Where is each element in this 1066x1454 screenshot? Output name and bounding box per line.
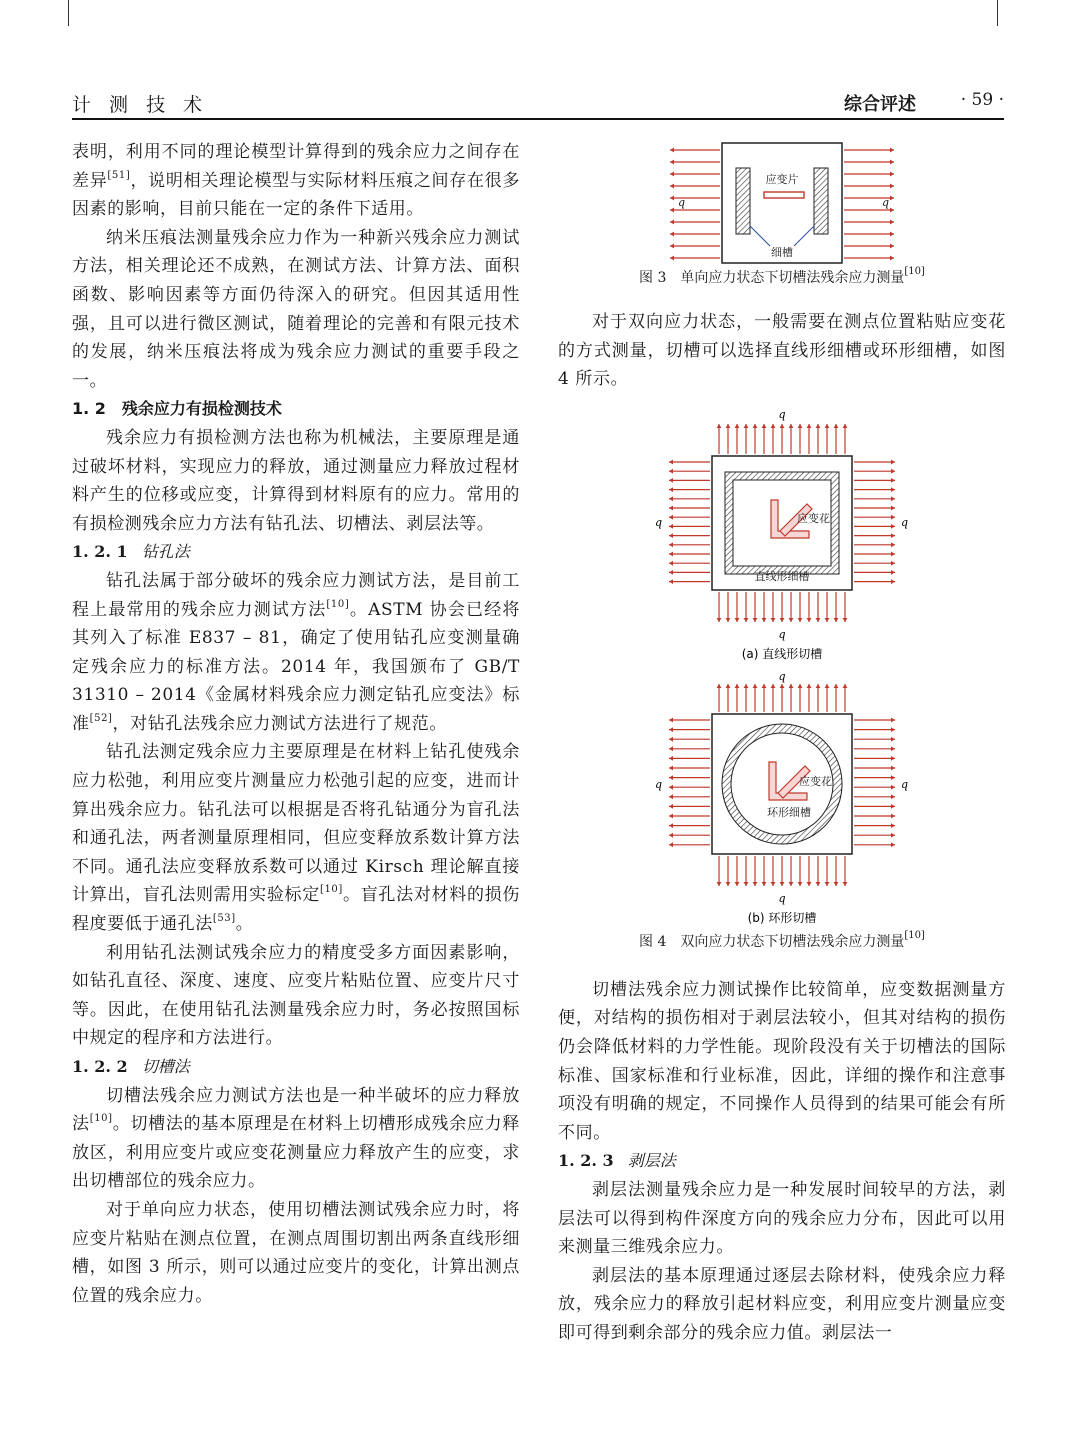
arrow-head	[669, 813, 673, 818]
arrow-head	[726, 618, 731, 622]
citation: [10]	[904, 929, 925, 941]
crop-mark-left	[28, 0, 69, 26]
arrow-head	[807, 618, 812, 622]
arrow-head	[891, 833, 895, 838]
journal-title: 计 测 技 术	[72, 94, 209, 116]
figure-4b-diagram	[647, 672, 917, 932]
slot-right	[814, 168, 828, 234]
citation: [10]	[319, 884, 343, 896]
load-label-right: q	[882, 196, 890, 209]
right-column	[558, 138, 1006, 1348]
paragraph: 切槽法残余应力测试操作比较简单，应变数据测量方便，对结构的损伤相对于剥层法较小，但其对结构的损伤仍会降低材料的力学性能。现阶段没有关于切槽法的国际标准、国家标准和行业标准，因此，详细的操作和注意事项没有明确的规定，不同操作人员得到的结果可能会有所不同。	[558, 979, 1006, 1143]
arrow-head	[762, 882, 767, 886]
arrow-head	[891, 570, 895, 575]
arrow-head	[735, 424, 740, 428]
arrow-head	[891, 794, 895, 799]
arrow-head	[669, 487, 673, 492]
arrow-head	[669, 717, 673, 722]
arrow-head	[890, 244, 894, 249]
slot-label: 直线形细槽	[754, 569, 810, 583]
arrow-head	[670, 172, 674, 177]
load-label-left: q	[655, 515, 663, 529]
arrow-head	[744, 882, 749, 886]
arrow-head	[890, 220, 894, 225]
paragraph: 钻孔法属于部分破坏的残余应力测试方法，是目前工程上最常用的残余应力测试方法[10]。ASTM 协会已经将其列入了标准 E837 – 81，确定了使用钻孔应变测量确定残余应力的标准方法。2014 年，我国颁布了 GB/T 31310 – 2014《金属材料残余应力测定钻孔应变法》标准[52]，对钻孔法残余应力测试方法进行了规范。	[72, 570, 520, 734]
paragraph: 剥层法的基本原理通过逐层去除材料，使残余应力释放，残余应力的释放引起材料应变，利用应变片测量应变即可得到剩余部分的残余应力值。剥层法一	[558, 1265, 1006, 1343]
arrow-head	[670, 220, 674, 225]
arrow-head	[744, 618, 749, 622]
subsection-heading: 1. 2. 3 剥层法	[558, 1151, 676, 1171]
arrow-head	[753, 882, 758, 886]
arrow-head	[891, 765, 895, 770]
arrow-head	[717, 882, 722, 886]
arrow-head	[891, 487, 895, 492]
arrow-head	[669, 842, 673, 847]
rosette-label: 应变花	[797, 511, 830, 525]
paragraph: 剥层法测量残余应力是一种发展时间较早的方法，剥层法可以得到构件深度方向的残余应力分布，因此可以用来测量三维残余应力。	[558, 1179, 1006, 1258]
arrow-head	[891, 579, 895, 584]
arrow-head	[669, 505, 673, 510]
header-rule	[72, 118, 1004, 120]
arrow-head	[762, 424, 767, 428]
arrow-head	[753, 684, 758, 688]
arrow-head	[735, 882, 740, 886]
arrow-head	[798, 882, 803, 886]
arrow-head	[891, 459, 895, 464]
load-label-left: q	[678, 196, 686, 209]
arrow-head	[891, 717, 895, 722]
paragraph: 利用钻孔法测试残余应力的精度受多方面因素影响，如钻孔直径、深度、速度、应变片粘贴位置、应变片尺寸等。因此，在使用钻孔法测量残余应力时，务必按照国标中规定的程序和方法进行。	[72, 942, 520, 1049]
arrow-head	[789, 424, 794, 428]
arrow-head	[669, 515, 673, 520]
arrow-head	[669, 561, 673, 566]
arrow-head	[825, 882, 830, 886]
stress-arrows-bottom	[717, 856, 848, 886]
arrow-head	[891, 515, 895, 520]
arrow-head	[891, 551, 895, 556]
arrow-head	[890, 256, 894, 261]
arrow-head	[762, 618, 767, 622]
arrow-head	[669, 823, 673, 828]
arrow-head	[669, 579, 673, 584]
gauge-label: 应变片	[765, 173, 799, 186]
arrow-head	[669, 804, 673, 809]
arrow-head	[669, 765, 673, 770]
arrow-head	[753, 424, 758, 428]
arrow-head	[669, 737, 673, 742]
stress-arrows-top	[717, 424, 848, 454]
paragraph: 对于单向应力状态，使用切槽法测试残余应力时，将应变片粘贴在测点位置，在测点周围切割出两条直线形细槽，如图 3 所示，则可以通过应变片的变化，计算出测点位置的残余应力。	[72, 1199, 520, 1306]
arrow-head	[807, 684, 812, 688]
crop-mark-right	[997, 0, 1038, 26]
citation: [51]	[107, 169, 131, 181]
arrow-head	[771, 882, 776, 886]
arrow-head	[670, 244, 674, 249]
page-header	[72, 88, 1004, 118]
citation: [53]	[212, 913, 236, 925]
arrow-head	[789, 618, 794, 622]
arrow-head	[717, 618, 722, 622]
arrow-head	[780, 882, 785, 886]
arrow-head	[669, 833, 673, 838]
arrow-head	[670, 232, 674, 237]
paragraph: 表明，利用不同的理论模型计算得到的残余应力之间存在差异[51]，说明相关理论模型与实际材料压痕之间存在很多因素的影响，目前只能在一定的条件下适用。	[72, 142, 520, 220]
paragraph: 残余应力有损检测方法也称为机械法，主要原理是通过破坏材料，实现应力的释放，通过测量应力释放过程材料产生的位移或应变，计算得到材料原有的应力。常用的有损检测残余应力方法有钻孔法、切槽法、剥层法等。	[72, 427, 520, 534]
arrow-head	[816, 618, 821, 622]
arrow-head	[825, 618, 830, 622]
arrow-head	[891, 496, 895, 501]
arrow-head	[890, 172, 894, 177]
arrow-head	[670, 160, 674, 165]
arrow-head	[726, 684, 731, 688]
arrow-head	[890, 160, 894, 165]
arrow-head	[780, 618, 785, 622]
arrow-head	[670, 256, 674, 261]
arrow-head	[780, 424, 785, 428]
arrow-head	[816, 424, 821, 428]
arrow-head	[762, 684, 767, 688]
arrow-head	[843, 684, 848, 688]
arrow-head	[798, 424, 803, 428]
arrow-head	[669, 785, 673, 790]
stress-arrows-right	[854, 459, 895, 583]
arrow-head	[669, 794, 673, 799]
subsection-heading: 1. 2. 2 切槽法	[72, 1057, 190, 1076]
arrow-head	[807, 882, 812, 886]
arrow-head	[890, 208, 894, 213]
slot-label: 环形细槽	[767, 805, 811, 819]
arrow-head	[669, 746, 673, 751]
load-label-bottom: q	[778, 627, 786, 641]
arrow-head	[669, 459, 673, 464]
arrow-head	[891, 524, 895, 529]
arrow-head	[670, 184, 674, 189]
citation: [10]	[904, 266, 925, 277]
arrow-head	[670, 148, 674, 153]
arrow-head	[670, 196, 674, 201]
arrow-head	[744, 424, 749, 428]
slot-label: 细槽	[771, 246, 793, 259]
arrow-head	[834, 882, 839, 886]
arrow-head	[891, 737, 895, 742]
arrow-head	[735, 618, 740, 622]
citation: [52]	[89, 712, 113, 724]
figure-3	[558, 138, 1006, 288]
arrow-head	[891, 505, 895, 510]
left-column	[72, 138, 520, 1310]
paragraph: 对于双向应力状态，一般需要在测点位置粘贴应变花的方式测量，切槽可以选择直线形细槽或环形细槽，如图 4 所示。	[558, 312, 1006, 390]
arrow-head	[669, 469, 673, 474]
arrow-head	[771, 684, 776, 688]
stress-arrows-left	[669, 717, 710, 847]
figure-4-caption: 图 4 双向应力状态下切槽法残余应力测量[10]	[639, 929, 925, 950]
section-name: 综合评述	[844, 94, 916, 115]
rosette-label: 应变花	[799, 774, 832, 788]
figure-4a-diagram	[647, 408, 917, 668]
arrow-head	[816, 882, 821, 886]
arrow-head	[891, 746, 895, 751]
arrow-head	[669, 775, 673, 780]
arrow-head	[891, 478, 895, 483]
figure-3-caption: 图 3 单向应力状态下切槽法残余应力测量[10]	[639, 266, 925, 286]
arrow-head	[890, 184, 894, 189]
arrow-head	[789, 882, 794, 886]
arrow-head	[816, 684, 821, 688]
arrow-head	[669, 570, 673, 575]
arrow-head	[669, 524, 673, 529]
arrow-head	[834, 684, 839, 688]
arrow-head	[798, 618, 803, 622]
arrow-head	[890, 148, 894, 153]
figure-3-diagram	[652, 138, 912, 268]
slot-left	[736, 168, 750, 234]
arrow-head	[843, 882, 848, 886]
arrow-head	[753, 618, 758, 622]
arrow-head	[825, 424, 830, 428]
arrow-head	[669, 756, 673, 761]
paragraph: 切槽法残余应力测试方法也是一种半破坏的应力释放法[10]。切槽法的基本原理是在材料上切槽形成残余应力释放区，利用应变片或应变花测量应力释放产生的应变，求出切槽部位的残余应力。	[72, 1085, 520, 1192]
citation: [10]	[326, 598, 350, 610]
arrow-head	[891, 542, 895, 547]
arrow-head	[669, 727, 673, 732]
arrow-head	[669, 478, 673, 483]
figure-4a-subcaption: (a) 直线形切槽	[741, 646, 823, 661]
paragraph: 钻孔法测定残余应力主要原理是在材料上钻孔使残余应力松弛，利用应变片测量应力松弛引起的应变，进而计算出残余应力。钻孔法可以根据是否将孔钻通分为盲孔法和通孔法，两者测量原理相同，但应变释放系数计算方法不同。通孔法应变释放系数可以通过 Kirsch 理论解直接计算出，盲孔法则需用实验标定[10]。盲孔法对材料的损伤程度要低于通孔法[53]。	[72, 742, 520, 935]
arrow-head	[771, 424, 776, 428]
arrow-head	[807, 424, 812, 428]
page-number: · 59 ·	[960, 90, 1004, 110]
arrow-head	[717, 684, 722, 688]
arrow-head	[891, 842, 895, 847]
subsection-heading: 1. 2. 1 钻孔法	[72, 542, 190, 562]
stress-arrows-left	[669, 459, 710, 583]
arrow-head	[834, 618, 839, 622]
arrow-head	[726, 882, 731, 886]
load-label-top: q	[778, 671, 786, 683]
arrow-head	[669, 542, 673, 547]
arrow-head	[891, 727, 895, 732]
stress-arrows-right	[854, 717, 895, 847]
arrow-head	[834, 424, 839, 428]
arrow-head	[726, 424, 731, 428]
arrow-head	[891, 561, 895, 566]
stress-arrows-top	[717, 684, 848, 712]
stress-arrows-bottom	[717, 592, 848, 622]
section-heading: 1. 2 残余应力有损检测技术	[72, 399, 282, 419]
arrow-head	[890, 232, 894, 237]
arrow-head	[789, 684, 794, 688]
arrow-head	[891, 533, 895, 538]
load-label-bottom: q	[778, 891, 786, 905]
arrow-head	[670, 208, 674, 213]
arrow-head	[843, 618, 848, 622]
arrow-head	[890, 196, 894, 201]
arrow-head	[891, 823, 895, 828]
paragraph: 纳米压痕法测量残余应力作为一种新兴残余应力测试方法，相关理论还不成熟，在测试方法、计算方法、面积函数、影响因素等方面仍待深入的研究。但因其适用性强，且可以进行微区测试，随着理论的完善和有限元技术的发展，纳米压痕法将成为残余应力测试的重要手段之一。	[72, 227, 520, 391]
arrow-head	[891, 756, 895, 761]
load-label-left: q	[655, 777, 663, 791]
arrow-head	[891, 804, 895, 809]
load-label-top: q	[778, 407, 786, 421]
load-label-right: q	[901, 515, 909, 529]
citation: [10]	[89, 1113, 113, 1125]
arrow-head	[717, 424, 722, 428]
arrow-head	[825, 684, 830, 688]
arrow-head	[891, 469, 895, 474]
arrow-head	[891, 785, 895, 790]
arrow-head	[771, 618, 776, 622]
arrow-head	[891, 813, 895, 818]
arrow-head	[891, 775, 895, 780]
arrow-head	[744, 684, 749, 688]
arrow-head	[843, 424, 848, 428]
arrow-head	[780, 684, 785, 688]
figure-4	[558, 408, 1006, 952]
arrow-head	[669, 533, 673, 538]
load-label-right: q	[901, 777, 909, 791]
arrow-head	[798, 684, 803, 688]
arrow-head	[669, 551, 673, 556]
arrow-head	[669, 496, 673, 501]
figure-4b-subcaption: (b) 环形切槽	[747, 910, 817, 925]
arrow-head	[735, 684, 740, 688]
